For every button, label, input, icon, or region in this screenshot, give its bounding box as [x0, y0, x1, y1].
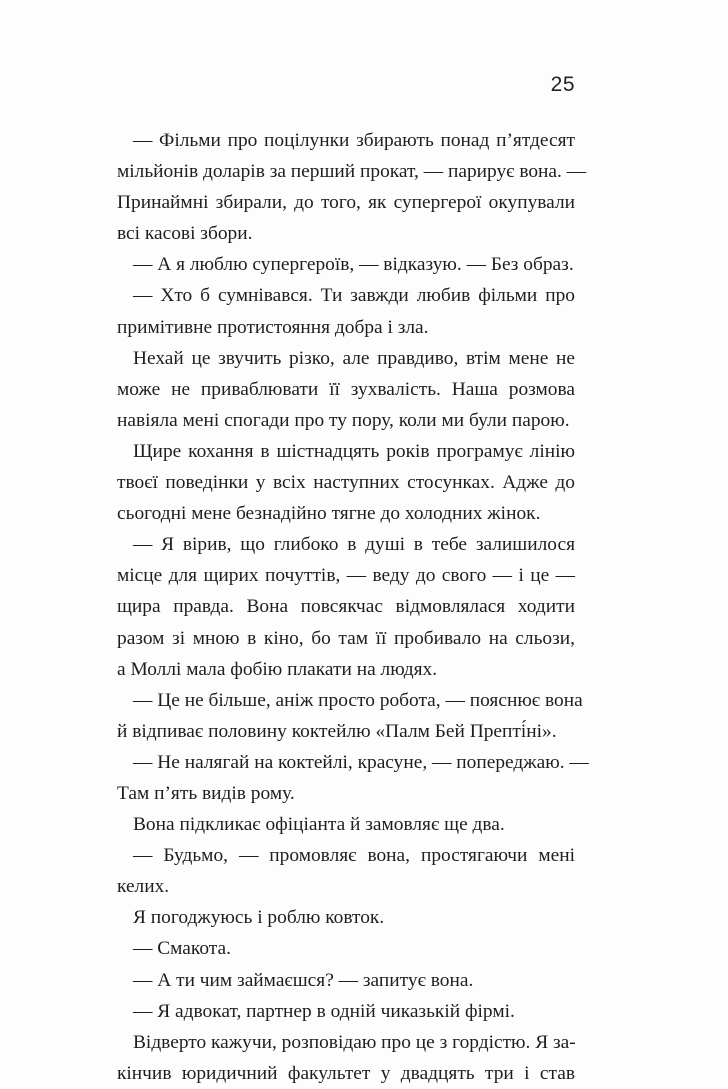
text-line: Відверто кажучи, розповідаю про це з гордістю. Я за-	[133, 1031, 576, 1053]
text-line: може не приваблювати її зухвалість. Наша розмова	[117, 378, 575, 400]
text-line: щира правда. Вона повсякчас відмовлялася ходити	[117, 596, 575, 618]
text-line: — А я люблю супергероїв, — відказую. — Без образ.	[133, 254, 574, 276]
text-line: — Будьмо, — промовляє вона, простягаючи мені	[133, 845, 575, 867]
text-line: твоєї поведінки у всіх наступних стосунках. Адже до	[117, 472, 575, 494]
text-line: навіяла мені спогади про ту пору, коли ми були парою.	[117, 409, 570, 431]
text-line: Нехай це звучить різко, але правдиво, втім мене не	[133, 347, 575, 369]
text-line: Принаймні збирали, до того, як супергерої окупували	[117, 192, 575, 214]
text-line: й відпиває половину коктейлю «Палм Бей Препті́ні».	[117, 720, 557, 742]
text-line: — Це не більше, аніж просто робота, — пояснює вона	[133, 689, 583, 711]
text-line: сьогодні мене безнадійно тягне до холодних жінок.	[117, 503, 541, 525]
text-line: місце для щирих почуттів, — веду до свого — і це —	[117, 565, 575, 587]
text-line: — А ти чим займаєшся? — запитує вона.	[133, 969, 474, 991]
text-line: Там п’ять видів рому.	[117, 782, 295, 804]
text-line: Щире кохання в шістнадцять років програмує лінію	[133, 440, 575, 462]
text-line: келих.	[117, 876, 170, 898]
text-line: примітивне протистояння добра і зла.	[117, 316, 429, 338]
text-line: — Фільми про поцілунки збирають понад п’ятдесят	[133, 130, 575, 151]
text-line: Я погоджуюсь і роблю ковток.	[133, 907, 385, 929]
text-line: — Хто б сумнівався. Ти завжди любив фільми про	[133, 285, 575, 307]
text-line: кінчив юридичний факультет у двадцять три і став	[117, 1062, 575, 1084]
text-line: — Я вірив, що глибоко в душі в тебе залишилося	[133, 534, 575, 556]
text-line: — Не налягай на коктейлі, красуне, — попереджаю. —	[133, 751, 589, 773]
text-line: всі касові збори.	[117, 223, 253, 245]
text-line: разом зі мною в кіно, бо там її пробивало на сльози,	[117, 627, 575, 649]
text-line: а Моллі мала фобію плакати на людях.	[117, 658, 438, 680]
page-number: 25	[550, 73, 575, 96]
text-line: Вона підкликає офіціанта й замовляє ще два.	[133, 814, 505, 836]
text-line: — Я адвокат, партнер в одній чиказькій фірмі.	[133, 1000, 515, 1022]
text-line: мільйонів доларів за перший прокат, — парирує вона. —	[117, 161, 587, 183]
text-line: — Смакота.	[133, 938, 231, 960]
body-text	[117, 125, 589, 1089]
